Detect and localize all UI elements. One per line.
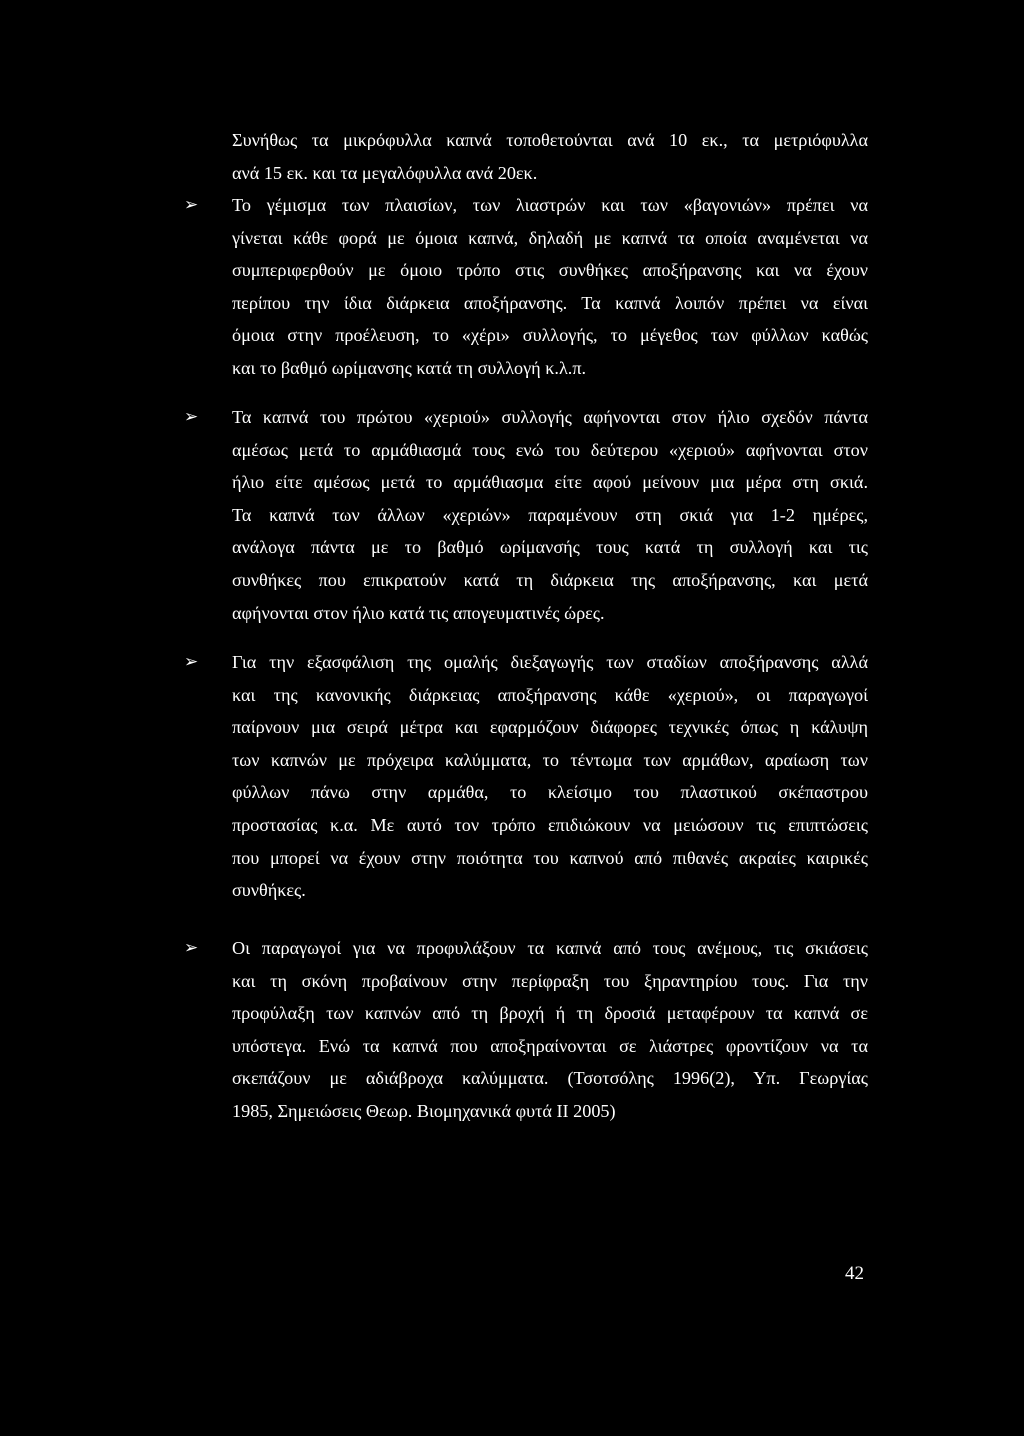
text-line: αμέσως μετά το αρμάθιασμά τους ενώ του δεύτερου «χεριού» αφήνονται στον: [232, 439, 868, 460]
text-line: 1985, Σημειώσεις Θεωρ. Βιομηχανικά φυτά ΙΙ 2005): [232, 1100, 616, 1121]
text-line: συνθήκες.: [232, 880, 306, 901]
bullet-paragraph-2: [232, 401, 868, 629]
bullet-paragraph-1: [232, 189, 868, 385]
text-line: προφύλαξη των καπνών από τη βροχή ή τη δροσιά μεταφέρουν τα καπνά σε: [232, 1003, 868, 1024]
text-line: σκεπάζουν με αδιάβροχα καλύμματα. (Τσοτσόλης 1996(2), Υπ. Γεωργίας: [232, 1068, 868, 1089]
text-line: Το γέμισμα των πλαισίων, των λιαστρών και των «βαγονιών» πρέπει να: [232, 195, 868, 215]
bullet-paragraph-4: [232, 932, 868, 1128]
text-line: Τα καπνά του πρώτου «χεριού» συλλογής αφήνονται στον ήλιο σχεδόν πάντα: [232, 407, 868, 427]
text-line: ανάλογα πάντα με το βαθμό ωρίμανσής τους κατά τη συλλογή και τις: [232, 537, 868, 558]
text-line: και το βαθμό ωρίμανσης κατά τη συλλογή κ.λ.π.: [232, 357, 587, 378]
text-line: ανά 15 εκ. και τα μεγαλόφυλλα ανά 20εκ.: [232, 162, 538, 183]
intro-paragraph: [232, 124, 868, 189]
bullet-arrow-icon: ➢: [184, 938, 199, 958]
text-line: και τη σκόνη προβαίνουν στην περίφραξη του ξηραντηρίου τους. Για την: [232, 970, 868, 991]
text-line: ήλιο είτε αμέσως μετά το αρμάθιασμα είτε αφού μείνουν μια μέρα στη σκιά.: [232, 472, 868, 493]
bullet-arrow-icon: ➢: [184, 195, 199, 215]
text-line: συμπεριφερθούν με όμοιο τρόπο στις συνθήκες αποξήρανσης και να έχουν: [232, 260, 868, 281]
text-line: υπόστεγα. Ενώ τα καπνά που αποξηραίνονται σε λιάστρες φροντίζουν να τα: [232, 1035, 868, 1056]
text-line: των καπνών με πρόχειρα καλύμματα, το τέντωμα των αρμάθων, αραίωση των: [232, 749, 868, 770]
text-line: και της κανονικής διάρκειας αποξήρανσης κάθε «χεριού», οι παραγωγοί: [232, 684, 868, 705]
text-line: συνθήκες που επικρατούν κατά τη διάρκεια της αποξήρανσης, και μετά: [232, 569, 868, 590]
text-line: Τα καπνά των άλλων «χεριών» παραμένουν στη σκιά για 1-2 ημέρες,: [232, 504, 868, 525]
bullet-paragraph-3: [232, 646, 868, 907]
page-number: 42: [845, 1263, 864, 1284]
text-line: παίρνουν μια σειρά μέτρα και εφαρμόζουν διάφορες τεχνικές όπως η κάλυψη: [232, 717, 868, 738]
text-line: προστασίας κ.α. Με αυτό τον τρόπο επιδιώκουν να μειώσουν τις επιπτώσεις: [232, 814, 868, 835]
text-line: αφήνονται στον ήλιο κατά τις απογευματινές ώρες.: [232, 602, 605, 623]
bullet-arrow-icon: ➢: [184, 652, 199, 672]
text-line: γίνεται κάθε φορά με όμοια καπνά, δηλαδή με καπνά τα οποία αναμένεται να: [232, 227, 868, 248]
text-line: που μπορεί να έχουν στην ποιότητα του καπνού από πιθανές ακραίες καιρικές: [232, 847, 868, 868]
text-line: Συνήθως τα μικρόφυλλα καπνά τοποθετούνται ανά 10 εκ., τα μετριόφυλλα: [232, 130, 868, 150]
text-line: φύλλων πάνω στην αρμάθα, το κλείσιμο του πλαστικού σκέπαστρου: [232, 782, 868, 803]
bullet-arrow-icon: ➢: [184, 407, 199, 427]
text-line: όμοια στην προέλευση, το «χέρι» συλλογής, το μέγεθος των φύλλων καθώς: [232, 325, 868, 346]
text-line: Για την εξασφάλιση της ομαλής διεξαγωγής των σταδίων αποξήρανσης αλλά: [232, 652, 868, 672]
text-line: Οι παραγωγοί για να προφυλάξουν τα καπνά από τους ανέμους, τις σκιάσεις: [232, 938, 868, 958]
text-line: περίπου την ίδια διάρκεια αποξήρανσης. Τα καπνά λοιπόν πρέπει να είναι: [232, 292, 868, 313]
